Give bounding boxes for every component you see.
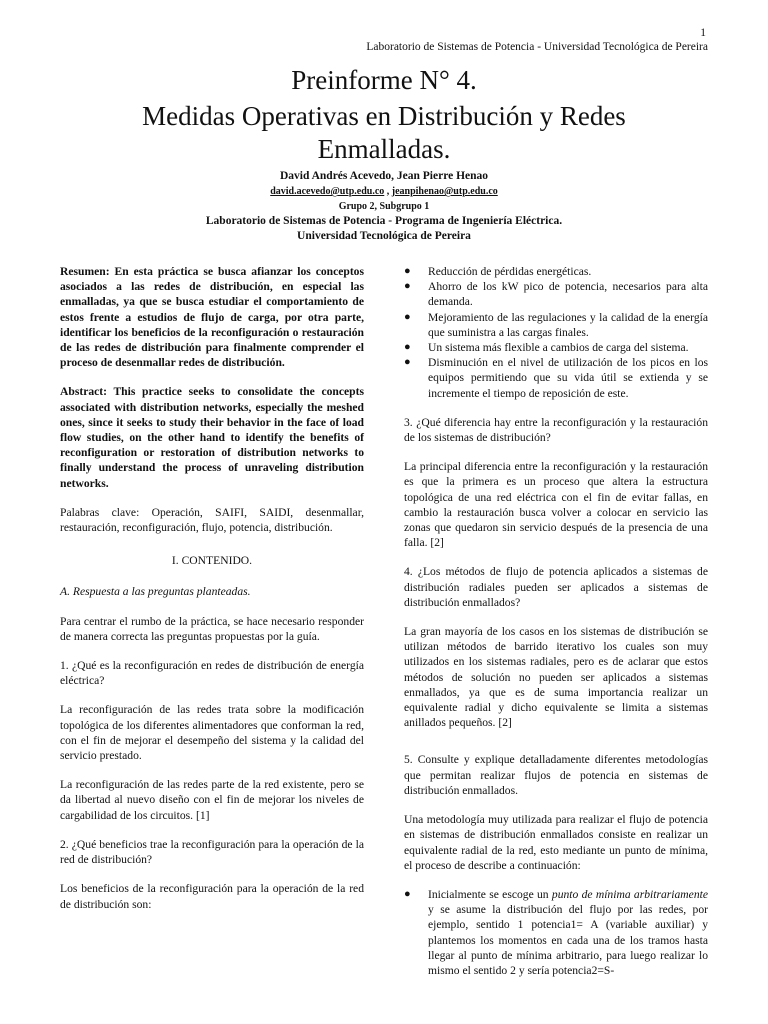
title-block [0, 64, 768, 244]
bullet-icon: ● [404, 356, 411, 369]
paper-title-line1: Preinforme N° 4. [291, 65, 477, 95]
list-item: ● Inicialmente se escoge un punto de mínima arbitrariamente y se asume la distribución del flujo por las redes, por ejemplo, sentido 1 potencia1= A (variable auxiliar) y plantemos los momentos en cada una de los tramos hasta llegar al punto de mínima arbitrario, para luego realizar lo mismo el sentido 2 y sería potencia2=S- [404, 887, 708, 977]
intro-paragraph: Para centrar el rumbo de la práctica, se hace necesario responder de manera correcta las preguntas propuestas por la guía. [60, 614, 364, 643]
benefits-list [404, 264, 708, 401]
authors: David Andrés Acevedo, Jean Pierre Henao [279, 170, 489, 182]
list-item: ● Mejoramiento de las regulaciones y la calidad de la energía que suministra a las cargas finales. [404, 310, 708, 339]
question-2: 2. ¿Qué beneficios trae la reconfiguración para la operación de la red de distribución? [60, 837, 364, 867]
bullet-icon: ● [404, 887, 411, 900]
answer-4: La gran mayoría de los casos en los sistemas de distribución se utilizan métodos de barrido iterativo los cuales son muy utilizados en los sistemas radiales, pero es de aclarar que estos métodos de solución no pueden ser aplicados a sistemas enmallados, ya que es de suma importancia realizar un equivalente radial y dicho equivalente se limita a sistemas anillados pequeños. [2] [404, 625, 708, 730]
left-column [60, 264, 364, 926]
abstract: Abstract: This practice seeks to consolidate the concepts associated with distribution networks, especially the meshed ones, since it seeks to study their behavior in the face of load flow studies, on the other hand to identify the benefits of reconfiguration or restoration of distribution networks to finally understand the process of unraveling distribution networks. [60, 385, 364, 490]
list-item: ● Un sistema más flexible a cambios de carga del sistema. [404, 341, 689, 355]
method-list [404, 887, 708, 978]
question-1: 1. ¿Qué es la reconfiguración en redes de distribución de energía eléctrica? [60, 659, 364, 688]
email-link-2[interactable]: jeanpihenao@utp.edu.co [391, 186, 498, 197]
affiliation-1: Laboratorio de Sistemas de Potencia - Programa de Ingeniería Eléctrica. [205, 215, 563, 227]
question-4: 4. ¿Los métodos de flujo de potencia aplicados a sistemas de distribución radiales pueden ser aplicados a sistemas de distribución enmallados? [404, 565, 708, 609]
list-item: ● Disminución en el nivel de utilización de los picos en los equipos permitiendo que su vida útil se extienda y se incremente el tiempo de reposición de este. [404, 356, 708, 400]
question-5: 5. Consulte y explique detalladamente diferentes metodologías que permitan realizar flujos de potencia en sistemas de distribución enmallados. [404, 753, 708, 797]
section-heading: I. CONTENIDO. [171, 554, 253, 568]
keywords: Palabras clave: Operación, SAIFI, SAIDI, desenmallar, restauración, reconfiguración, flujo, potencia, distribución. [60, 505, 364, 535]
email-link-1[interactable]: david.acevedo@utp.edu.co [270, 186, 385, 197]
list-item: ● Reducción de pérdidas energéticas. [404, 265, 592, 278]
list-item: ● Ahorro de los kW pico de potencia, necesarios para alta demanda. [404, 280, 708, 309]
answer-2: Los beneficios de la reconfiguración para la operación de la red de distribución son: [60, 882, 364, 911]
right-column [404, 264, 708, 992]
subsection-heading: A. Respuesta a las preguntas planteadas. [60, 585, 251, 599]
page-number: 1 [700, 27, 706, 39]
bullet-icon: ● [404, 280, 411, 293]
paper-title-line2: Medidas Operativas en Distribución y Redes Enmalladas. [142, 101, 626, 164]
affiliation-2: Universidad Tecnológica de Pereira [297, 230, 471, 242]
running-head: Laboratorio de Sistemas de Potencia - Universidad Tecnológica de Pereira [366, 41, 708, 53]
answer-1a: La reconfiguración de las redes trata sobre la modificación topológica de los diferentes alimentadores que conforman la red, con el fin de mejorar el desempeño del sistema y la calidad del servicio prestado. [60, 703, 364, 763]
group-label: Grupo 2, Subgrupo 1 [338, 201, 430, 212]
bullet-icon: ● [404, 265, 411, 277]
resumen: Resumen: En esta práctica se busca afianzar los conceptos asociados a las redes de distribución, en especial las enmalladas, ya que se busca estudiar el comportamiento de estos frente a estudios de flujo de carga, por otra parte, identificar los beneficios de la reconfiguración o restauración de las redes de distribución para finalmente comprender el proceso de desenmallar redes de distribución. [60, 265, 364, 370]
answer-5: Una metodología muy utilizada para realizar el flujo de potencia en sistemas de distribución enmallados consiste en realizar un equivalente radial de la red, esto mediante un punto de mínima, el proceso de describe a continuación: [404, 813, 708, 872]
answer-1b: La reconfiguración de las redes parte de la red existente, pero se da libertad al nuevo diseño con el fin de mejorar los niveles de cargabilidad de los circuitos. [1] [60, 778, 364, 822]
question-3: 3. ¿Qué diferencia hay entre la reconfiguración y la restauración de los sistemas de distribución? [404, 415, 708, 445]
bullet-icon: ● [404, 341, 411, 354]
author-emails: david.acevedo@utp.edu.co , jeanpihenao@utp.edu.co [270, 186, 498, 197]
answer-3: La principal diferencia entre la reconfiguración y la restauración es que la primera es un proceso que altera la estructura topológica de una red eléctrica con el fin de evitar fallas, en cambio la restauración busca volver a colocar en servicio las zonas que quedaron sin servicio después de la presencia de una falla. [2] [404, 460, 708, 550]
bullet-icon: ● [404, 310, 411, 323]
